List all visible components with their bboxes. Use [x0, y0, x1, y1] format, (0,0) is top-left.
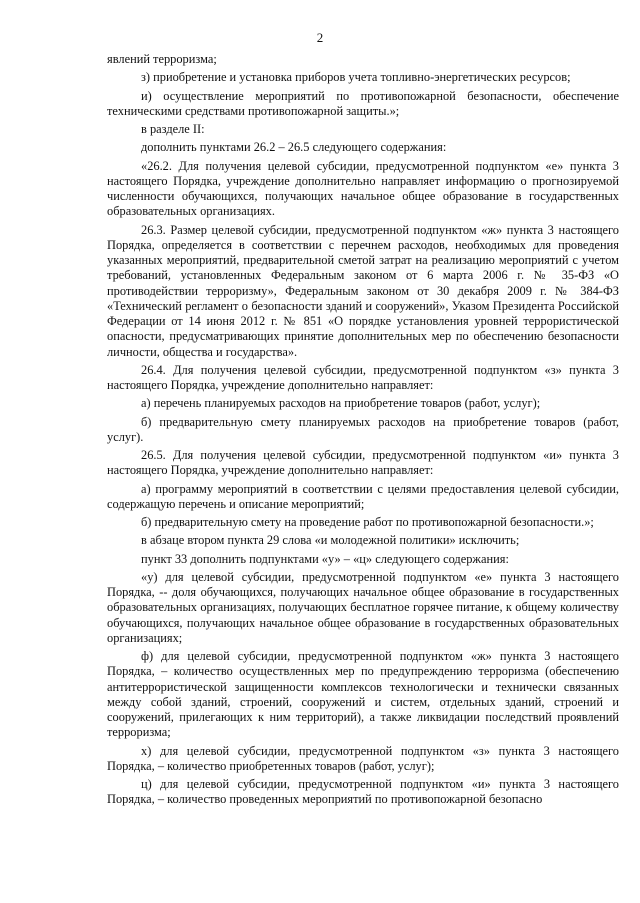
paragraph-26-3: 26.3. Размер целевой субсидии, предусмотренной подпунктом «ж» пункта 3 настоящего Порядка, определяется в соответствии с перечнем расходов, необходимых для проведения указанных мероприятий, предварительной сметой затрат на реализацию мероприятий с учетом требований, установленных Федеральным законом от 6 марта 2006 г. № 35-ФЗ «О противодействии терроризму», Федеральным законом от 30 декабря 2009 г. № 384-ФЗ «Технический регламент о безопасности зданий и сооружений», Указом Президента Российской Федерации от 14 июня 2012 г. № 851 «О порядке установления уровней террористической опасности, предусматривающих принятие дополнительных мер по обеспечению безопасности личности, общества и государства». [107, 222, 619, 359]
paragraph-26-5-a: а) программу мероприятий в соответствии с целями предоставления целевой субсидии, содержащую перечень и описание мероприятий; [107, 481, 619, 511]
page-number: 2 [316, 30, 324, 45]
paragraph-26-4-a: а) перечень планируемых расходов на приобретение товаров (работ, услуг); [141, 396, 541, 411]
paragraph-26-2: «26.2. Для получения целевой субсидии, предусмотренной подпунктом «е» пункта 3 настоящего Порядка, учреждение дополнительно направляет информацию о прогнозируемой численности обучающихся, получающих начальное общее образование в государственных образовательных организациях. [107, 158, 619, 219]
paragraph-26-5-b: б) предварительную смету на проведение работ по противопожарной безопасности.»; [141, 515, 594, 529]
paragraph-section-heading: в разделе II: [141, 122, 205, 136]
paragraph-continuation: явлений терроризма; [107, 52, 217, 66]
paragraph-item-29: в абзаце втором пункта 29 слова «и молодежной политики» исключить; [141, 533, 520, 548]
paragraph-26-4: 26.4. Для получения целевой субсидии, предусмотренной подпунктом «з» пункта 3 настоящего Порядка, учреждение дополнительно направляет: [107, 362, 619, 392]
paragraph-26-4-b: б) предварительную смету планируемых расходов на приобретение товаров (работ, услуг). [107, 414, 619, 444]
paragraph-item-f: ф) для целевой субсидии, предусмотренной подпунктом «ж» пункта 3 настоящего Порядка, – количество осуществленных мер по предупреждению терроризма (обеспечению антитеррористической защищенности комплексов технологически и технически связанных между собой зданий, строений, сооружений и систем, отдельных зданий, строений и сооружений, прилегающих к ним территорий), а также ликвидации последствий проявлений терроризма; [107, 649, 619, 740]
paragraph-26-5: 26.5. Для получения целевой субсидии, предусмотренной подпунктом «и» пункта 3 настоящего Порядка, учреждение дополнительно направляет: [107, 448, 619, 478]
paragraph-item-i: и) осуществление мероприятий по противопожарной безопасности, обеспечение техническими средствами противопожарной защиты.»; [107, 88, 619, 118]
paragraph-item-u: «у) для целевой субсидии, предусмотренной подпунктом «е» пункта 3 настоящего Порядка, -- доля обучающихся, получающих начальное общее образование в государственных образовательных организациях, получающих бесплатное горячее питание, к общему количеству обучающихся, получающих начальное общее образование в государственных образовательных организациях; [107, 569, 619, 645]
document-body [107, 52, 619, 811]
paragraph-item-33: пункт 33 дополнить подпунктами «у» – «ц» следующего содержания: [141, 551, 509, 566]
paragraph-item-ts: ц) для целевой субсидии, предусмотренной подпунктом «и» пункта 3 настоящего Порядка, – количество проведенных мероприятий по противопожарной безопасно [107, 777, 619, 807]
paragraph-item-z: з) приобретение и установка приборов учета топливно-энергетических ресурсов; [141, 70, 571, 85]
paragraph-item-kh: х) для целевой субсидии, предусмотренной подпунктом «з» пункта 3 настоящего Порядка, – количество приобретенных товаров (работ, услуг); [107, 743, 619, 773]
paragraph-add-items: дополнить пунктами 26.2 – 26.5 следующего содержания: [141, 140, 447, 155]
